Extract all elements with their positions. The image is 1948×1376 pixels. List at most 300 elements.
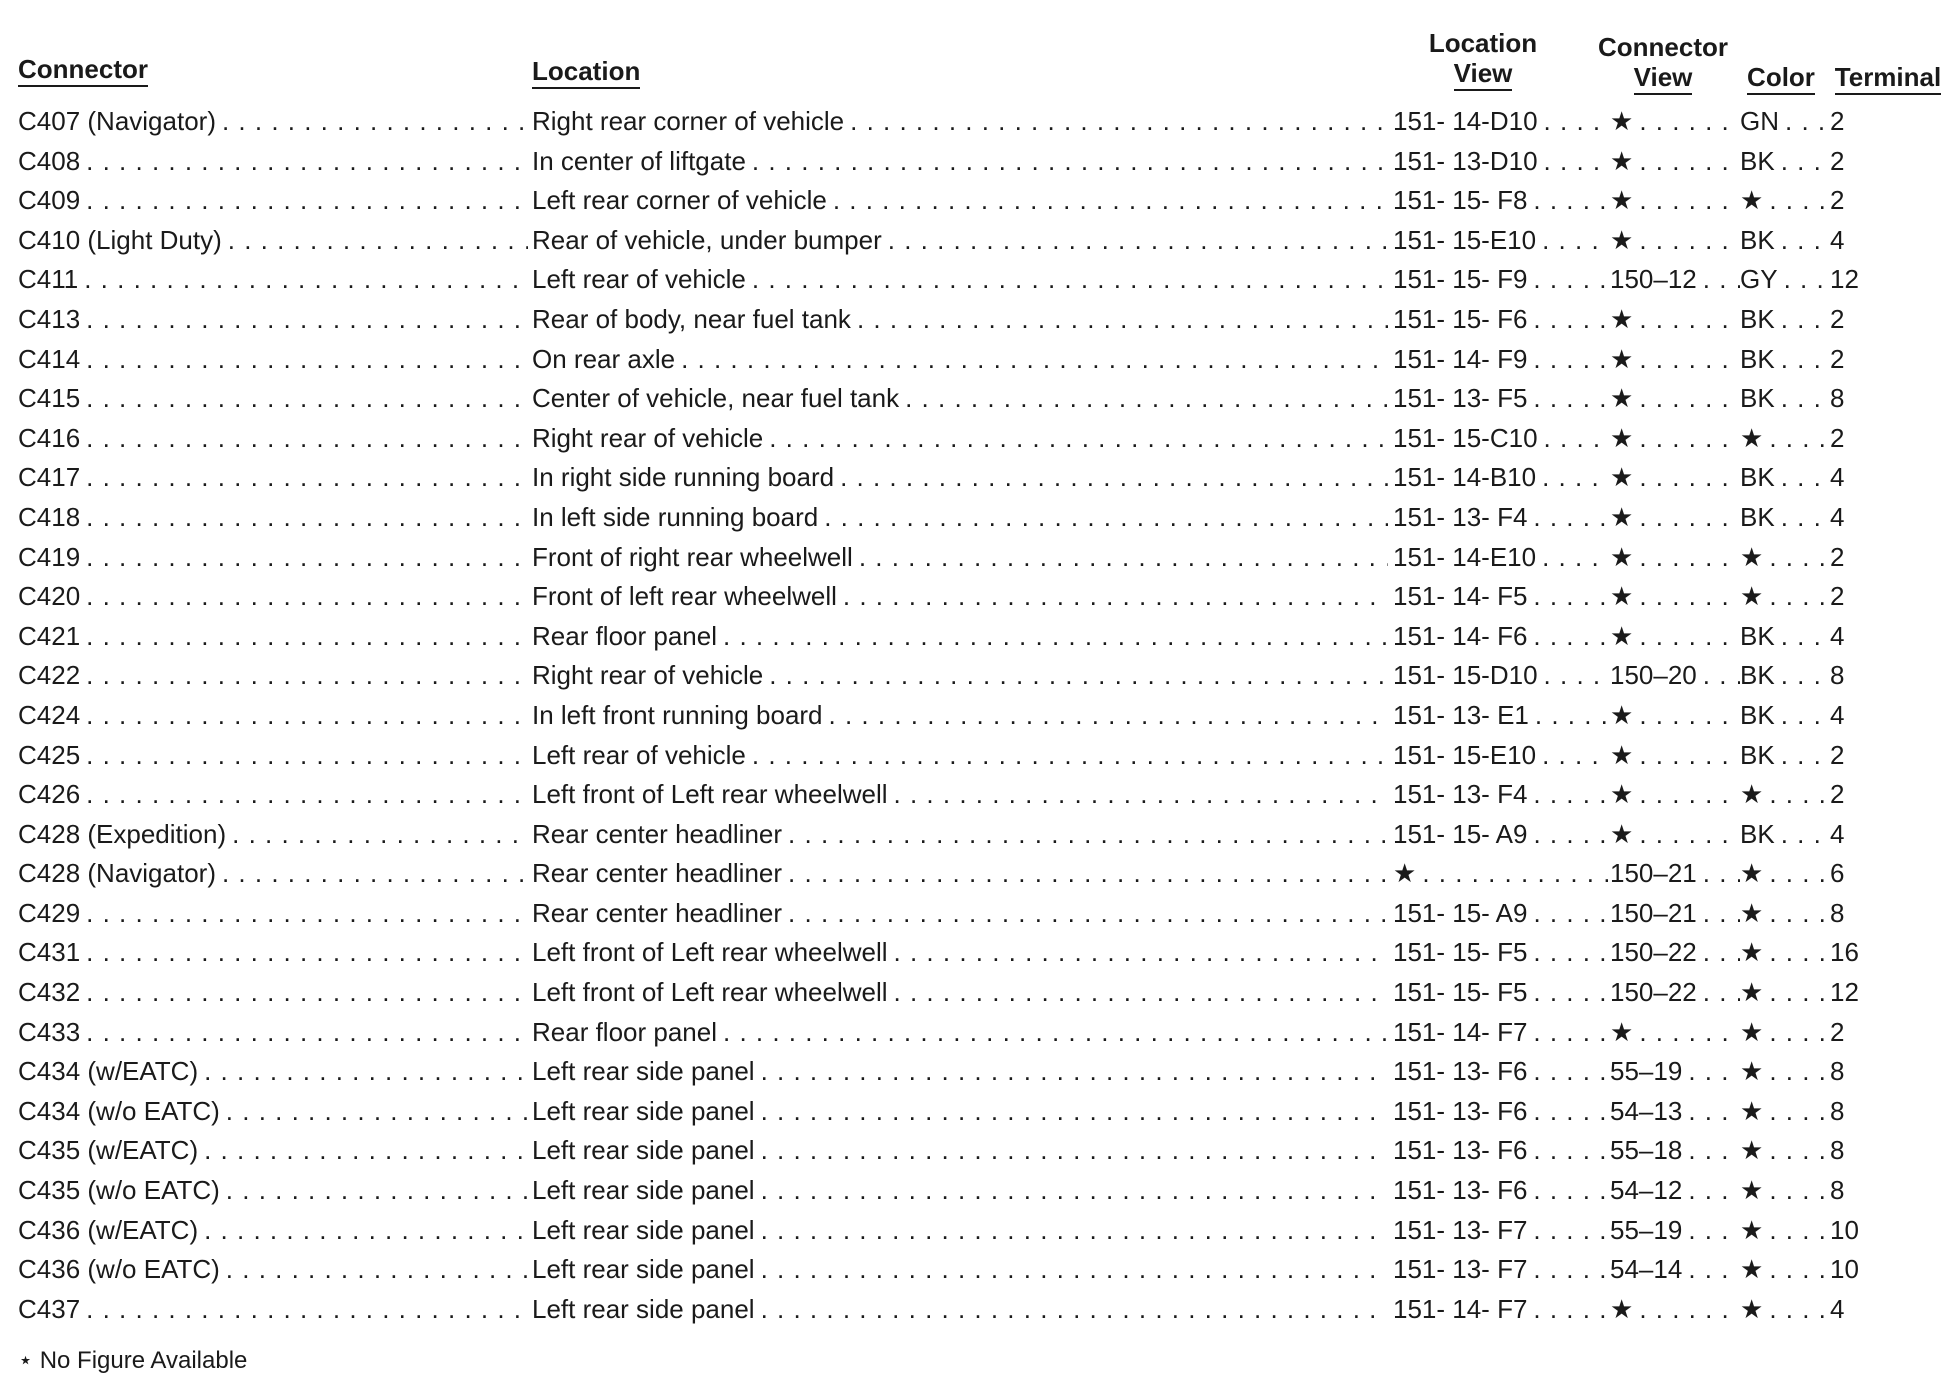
- table-row: [18, 1092, 1938, 1132]
- terminal-count-cell: [1830, 854, 1940, 894]
- location-text: Rear center headliner: [532, 897, 783, 928]
- location-view: 151- 13- F4: [1393, 779, 1528, 810]
- location-view: 151- 13- E1: [1393, 699, 1529, 730]
- leader-dots: [1533, 577, 1608, 617]
- leader-dots: [1703, 933, 1740, 973]
- terminal-count: 8: [1830, 1056, 1845, 1087]
- leader-dots: [1784, 260, 1830, 300]
- wire-color-cell: [1740, 142, 1830, 182]
- connector-view: 150–20: [1610, 660, 1697, 691]
- connector-view-cell: [1610, 1250, 1740, 1290]
- table-row: [18, 696, 1938, 736]
- leader-dots: [1639, 379, 1740, 419]
- wire-color-cell: [1740, 260, 1830, 300]
- location-text: Left rear side panel: [532, 1056, 755, 1087]
- location-text-cell: [532, 458, 1388, 498]
- table-row: [18, 538, 1938, 578]
- location-text-cell: [532, 736, 1388, 776]
- connector-id-cell: [18, 815, 528, 855]
- terminal-count-cell: [1830, 617, 1940, 657]
- connector-view-cell: [1610, 1013, 1740, 1053]
- wire-color-cell: [1740, 656, 1830, 696]
- location-text-cell: [532, 577, 1388, 617]
- leader-dots: [1544, 142, 1608, 182]
- location-view-cell: [1393, 577, 1608, 617]
- wire-color-cell: [1740, 221, 1830, 261]
- leader-dots: [1769, 1131, 1830, 1171]
- leader-dots: [86, 696, 528, 736]
- terminal-count-cell: [1830, 815, 1940, 855]
- location-view: 151- 13- F4: [1393, 501, 1528, 532]
- location-view-cell: [1393, 142, 1608, 182]
- wire-color: BK: [1740, 501, 1775, 532]
- table-row: [18, 221, 1938, 261]
- leader-dots: [788, 894, 1388, 934]
- leader-dots: [1639, 736, 1740, 776]
- terminal-count: 4: [1830, 224, 1845, 255]
- terminal-count-cell: [1830, 933, 1940, 973]
- wire-color: ★: [1740, 977, 1764, 1008]
- location-text: In right side running board: [532, 462, 835, 493]
- connector-view: 55–19: [1610, 1214, 1683, 1245]
- connector-id: C434 (w/o EATC): [18, 1095, 220, 1126]
- leader-dots: [1639, 340, 1740, 380]
- leader-dots: [1535, 696, 1608, 736]
- leader-dots: [761, 1052, 1388, 1092]
- connector-view-cell: [1610, 1131, 1740, 1171]
- location-text: In left side running board: [532, 501, 819, 532]
- connector-view-cell: [1610, 1290, 1740, 1330]
- connector-view: 150–21: [1610, 858, 1697, 889]
- connector-view-cell: [1610, 577, 1740, 617]
- leader-dots: [1688, 1131, 1740, 1171]
- location-text-cell: [532, 617, 1388, 657]
- location-text: Rear of body, near fuel tank: [532, 303, 851, 334]
- connector-id: C411: [18, 264, 79, 295]
- leader-dots: [1781, 736, 1830, 776]
- location-view-cell: [1393, 1211, 1608, 1251]
- leader-dots: [1781, 656, 1830, 696]
- leader-dots: [761, 1290, 1388, 1330]
- location-text-cell: [532, 696, 1388, 736]
- location-text-cell: [532, 340, 1388, 380]
- location-view: 151- 15- F8: [1393, 185, 1528, 216]
- connector-id-cell: [18, 775, 528, 815]
- table-row: [18, 340, 1938, 380]
- table-row: [18, 1171, 1938, 1211]
- leader-dots: [1533, 300, 1608, 340]
- leader-dots: [894, 973, 1388, 1013]
- connector-view: ★: [1610, 581, 1634, 612]
- location-text-cell: [532, 142, 1388, 182]
- connector-id: C409: [18, 185, 81, 216]
- location-text-cell: [532, 1131, 1388, 1171]
- connector-view: ★: [1610, 422, 1634, 453]
- terminal-count-cell: [1830, 419, 1940, 459]
- leader-dots: [1785, 102, 1830, 142]
- leader-dots: [232, 815, 528, 855]
- location-text: Left rear side panel: [532, 1254, 755, 1285]
- connector-id: C420: [18, 581, 81, 612]
- location-view: 151- 13- F6: [1393, 1056, 1528, 1087]
- terminal-count: 4: [1830, 501, 1845, 532]
- connector-id: C428 (Navigator): [18, 858, 216, 889]
- leader-dots: [1533, 1052, 1608, 1092]
- connector-view: ★: [1610, 699, 1634, 730]
- wire-color-cell: [1740, 458, 1830, 498]
- wire-color-cell: [1740, 102, 1830, 142]
- wire-color-cell: [1740, 498, 1830, 538]
- leader-dots: [1533, 340, 1608, 380]
- leader-dots: [86, 300, 528, 340]
- leader-dots: [1769, 1250, 1830, 1290]
- location-view: 151- 13- F6: [1393, 1135, 1528, 1166]
- location-view-cell: [1393, 1092, 1608, 1132]
- leader-dots: [824, 498, 1388, 538]
- connector-id: C419: [18, 541, 81, 572]
- leader-dots: [1544, 419, 1608, 459]
- leader-dots: [843, 577, 1388, 617]
- location-text-cell: [532, 854, 1388, 894]
- connector-id: C433: [18, 1016, 81, 1047]
- connector-view: 150–12: [1610, 264, 1697, 295]
- location-view-cell: [1393, 221, 1608, 261]
- location-text-cell: [532, 973, 1388, 1013]
- header-color-label: Color: [1747, 62, 1815, 95]
- leader-dots: [1639, 142, 1740, 182]
- table-row: [18, 181, 1938, 221]
- leader-dots: [86, 973, 528, 1013]
- connector-id: C428 (Expedition): [18, 818, 227, 849]
- leader-dots: [761, 1171, 1388, 1211]
- connector-view-cell: [1610, 933, 1740, 973]
- connector-id-cell: [18, 894, 528, 934]
- terminal-count: 8: [1830, 1095, 1845, 1126]
- wire-color: ★: [1740, 581, 1764, 612]
- header-connector-view-line2: View: [1634, 62, 1693, 95]
- leader-dots: [1639, 419, 1740, 459]
- terminal-count-cell: [1830, 1092, 1940, 1132]
- connector-view: 150–22: [1610, 977, 1697, 1008]
- location-view: 151- 15- F6: [1393, 303, 1528, 334]
- connector-view-cell: [1610, 102, 1740, 142]
- leader-dots: [84, 260, 528, 300]
- location-text-cell: [532, 538, 1388, 578]
- leader-dots: [1639, 458, 1740, 498]
- location-text-cell: [532, 815, 1388, 855]
- leader-dots: [1639, 102, 1740, 142]
- connector-id: C429: [18, 897, 81, 928]
- leader-dots: [1769, 1290, 1830, 1330]
- terminal-count: 2: [1830, 106, 1845, 136]
- connector-id: C436 (w/EATC): [18, 1214, 199, 1245]
- leader-dots: [1533, 181, 1608, 221]
- location-view-cell: [1393, 340, 1608, 380]
- leader-dots: [1533, 1250, 1608, 1290]
- connector-view: 150–22: [1610, 937, 1697, 968]
- wire-color: ★: [1740, 1293, 1764, 1324]
- location-view-cell: [1393, 656, 1608, 696]
- leader-dots: [723, 617, 1388, 657]
- location-text-cell: [532, 1290, 1388, 1330]
- leader-dots: [1422, 854, 1608, 894]
- leader-dots: [86, 656, 528, 696]
- connector-view-cell: [1610, 815, 1740, 855]
- connector-id-cell: [18, 854, 528, 894]
- connector-view: 55–19: [1610, 1056, 1683, 1087]
- connector-view-cell: [1610, 181, 1740, 221]
- table-row: [18, 102, 1938, 142]
- leader-dots: [1781, 142, 1830, 182]
- connector-id-cell: [18, 221, 528, 261]
- terminal-count-cell: [1830, 775, 1940, 815]
- table-row: [18, 577, 1938, 617]
- connector-view: ★: [1610, 224, 1634, 255]
- leader-dots: [1639, 1013, 1740, 1053]
- location-view: ★: [1393, 858, 1417, 889]
- location-view-cell: [1393, 379, 1608, 419]
- wire-color-cell: [1740, 933, 1830, 973]
- terminal-count: 8: [1830, 1175, 1845, 1206]
- terminal-count: 10: [1830, 1214, 1859, 1245]
- leader-dots: [1769, 538, 1830, 578]
- leader-dots: [1533, 933, 1608, 973]
- location-view: 151- 15-E10: [1393, 739, 1537, 770]
- terminal-count: 8: [1830, 660, 1845, 691]
- wire-color: BK: [1740, 145, 1775, 176]
- header-connector-label: Connector: [18, 54, 148, 87]
- location-view: 151- 15-D10: [1393, 660, 1538, 691]
- wire-color: ★: [1740, 779, 1764, 810]
- header-color: [1736, 62, 1826, 95]
- connector-id-cell: [18, 1052, 528, 1092]
- wire-color-cell: [1740, 1211, 1830, 1251]
- connector-id: C434 (w/EATC): [18, 1056, 199, 1087]
- connector-view: ★: [1610, 541, 1634, 572]
- table-row: [18, 775, 1938, 815]
- wire-color: ★: [1740, 1254, 1764, 1285]
- leader-dots: [1769, 1052, 1830, 1092]
- location-text-cell: [532, 419, 1388, 459]
- table-row: [18, 854, 1938, 894]
- leader-dots: [829, 696, 1388, 736]
- connector-view-cell: [1610, 498, 1740, 538]
- wire-color: ★: [1740, 858, 1764, 889]
- leader-dots: [1769, 577, 1830, 617]
- terminal-count-cell: [1830, 340, 1940, 380]
- terminal-count: 2: [1830, 739, 1845, 770]
- leader-dots: [1769, 775, 1830, 815]
- terminal-count-cell: [1830, 1013, 1940, 1053]
- connector-view-cell: [1610, 538, 1740, 578]
- terminal-count-cell: [1830, 538, 1940, 578]
- terminal-count: 8: [1830, 383, 1845, 414]
- wire-color: ★: [1740, 897, 1764, 928]
- leader-dots: [761, 1131, 1388, 1171]
- terminal-count: 2: [1830, 779, 1845, 810]
- terminal-count-cell: [1830, 260, 1940, 300]
- leader-dots: [1639, 577, 1740, 617]
- location-text-cell: [532, 181, 1388, 221]
- connector-id: C413: [18, 303, 81, 334]
- terminal-count-cell: [1830, 736, 1940, 776]
- connector-view: ★: [1610, 462, 1634, 493]
- terminal-count: 2: [1830, 303, 1845, 334]
- wire-color: ★: [1740, 937, 1764, 968]
- terminal-count: 8: [1830, 897, 1845, 928]
- header-location-view: [1398, 28, 1568, 91]
- location-text-cell: [532, 1092, 1388, 1132]
- leader-dots: [1639, 300, 1740, 340]
- leader-dots: [1781, 300, 1830, 340]
- location-view: 151- 13- F6: [1393, 1095, 1528, 1126]
- connector-view-cell: [1610, 617, 1740, 657]
- wire-color: ★: [1740, 1175, 1764, 1206]
- wire-color-cell: [1740, 617, 1830, 657]
- location-view: 151- 14- F6: [1393, 620, 1528, 651]
- leader-dots: [769, 656, 1388, 696]
- terminal-count-cell: [1830, 181, 1940, 221]
- terminal-count-cell: [1830, 300, 1940, 340]
- location-text: Left rear side panel: [532, 1135, 755, 1166]
- connector-id-cell: [18, 577, 528, 617]
- connector-id: C407 (Navigator): [18, 106, 216, 136]
- terminal-count-cell: [1830, 221, 1940, 261]
- connector-view-cell: [1610, 300, 1740, 340]
- table-row: [18, 894, 1938, 934]
- leader-dots: [86, 458, 528, 498]
- leader-dots: [1639, 815, 1740, 855]
- leader-dots: [769, 419, 1388, 459]
- terminal-count: 4: [1830, 1293, 1845, 1324]
- connector-id: C410 (Light Duty): [18, 224, 222, 255]
- leader-dots: [86, 538, 528, 578]
- header-connector-view-line1: Connector: [1598, 32, 1728, 62]
- connector-view: ★: [1610, 106, 1634, 136]
- leader-dots: [86, 775, 528, 815]
- location-text: In left front running board: [532, 699, 823, 730]
- connector-id-cell: [18, 419, 528, 459]
- leader-dots: [86, 577, 528, 617]
- leader-dots: [850, 102, 1388, 142]
- location-text-cell: [532, 300, 1388, 340]
- wire-color: BK: [1740, 620, 1775, 651]
- wire-color: BK: [1740, 739, 1775, 770]
- wire-color: ★: [1740, 185, 1764, 216]
- wire-color-cell: [1740, 340, 1830, 380]
- leader-dots: [1533, 1171, 1608, 1211]
- table-row: [18, 815, 1938, 855]
- table-row: [18, 656, 1938, 696]
- connector-view-cell: [1610, 260, 1740, 300]
- connector-id: C435 (w/o EATC): [18, 1175, 220, 1206]
- location-view-cell: [1393, 181, 1608, 221]
- location-view-cell: [1393, 260, 1608, 300]
- leader-dots: [86, 894, 528, 934]
- connector-rows: [18, 102, 1938, 1329]
- wire-color: BK: [1740, 303, 1775, 334]
- leader-dots: [86, 933, 528, 973]
- wire-color: ★: [1740, 1135, 1764, 1166]
- connector-view: ★: [1610, 739, 1634, 770]
- connector-id-cell: [18, 538, 528, 578]
- table-row: [18, 1211, 1938, 1251]
- location-view: 151- 15- A9: [1393, 818, 1528, 849]
- connector-view-cell: [1610, 736, 1740, 776]
- location-view: 151- 15-C10: [1393, 422, 1538, 453]
- location-text: Left front of Left rear wheelwell: [532, 937, 888, 968]
- leader-dots: [86, 181, 528, 221]
- terminal-count: 10: [1830, 1254, 1859, 1285]
- leader-dots: [1639, 498, 1740, 538]
- leader-dots: [1769, 854, 1830, 894]
- terminal-count-cell: [1830, 656, 1940, 696]
- wire-color: BK: [1740, 383, 1775, 414]
- location-text-cell: [532, 498, 1388, 538]
- location-view-cell: [1393, 1250, 1608, 1290]
- leader-dots: [1639, 181, 1740, 221]
- leader-dots: [761, 1250, 1388, 1290]
- header-location-label: Location: [532, 56, 640, 89]
- leader-dots: [1769, 1092, 1830, 1132]
- location-text: Left rear side panel: [532, 1293, 755, 1324]
- leader-dots: [788, 815, 1388, 855]
- location-text: On rear axle: [532, 343, 676, 374]
- table-row: [18, 736, 1938, 776]
- wire-color-cell: [1740, 854, 1830, 894]
- location-text: Left rear corner of vehicle: [532, 185, 827, 216]
- leader-dots: [905, 379, 1388, 419]
- location-view: 151- 14- F9: [1393, 343, 1528, 374]
- terminal-count-cell: [1830, 696, 1940, 736]
- wire-color-cell: [1740, 815, 1830, 855]
- leader-dots: [1533, 775, 1608, 815]
- location-text-cell: [532, 656, 1388, 696]
- connector-view-cell: [1610, 419, 1740, 459]
- connector-view-cell: [1610, 1211, 1740, 1251]
- terminal-count-cell: [1830, 1052, 1940, 1092]
- wire-color-cell: [1740, 1171, 1830, 1211]
- leader-dots: [1639, 775, 1740, 815]
- leader-dots: [1769, 1171, 1830, 1211]
- location-text: In center of liftgate: [532, 145, 746, 176]
- terminal-count: 4: [1830, 699, 1845, 730]
- connector-view: ★: [1610, 501, 1634, 532]
- wire-color-cell: [1740, 1250, 1830, 1290]
- terminal-count-cell: [1830, 1211, 1940, 1251]
- table-row: [18, 1013, 1938, 1053]
- leader-dots: [1542, 538, 1608, 578]
- table-row: [18, 419, 1938, 459]
- location-view-cell: [1393, 894, 1608, 934]
- table-row: [18, 379, 1938, 419]
- location-text: Left rear side panel: [532, 1175, 755, 1206]
- connector-id-cell: [18, 696, 528, 736]
- wire-color: BK: [1740, 699, 1775, 730]
- leader-dots: [1769, 181, 1830, 221]
- location-text: Rear center headliner: [532, 818, 783, 849]
- terminal-count: 16: [1830, 937, 1859, 968]
- footnote: ⋆ No Figure Available: [18, 1347, 248, 1374]
- terminal-count: 4: [1830, 620, 1845, 651]
- wire-color-cell: [1740, 736, 1830, 776]
- connector-id-cell: [18, 102, 528, 142]
- connector-view: 55–18: [1610, 1135, 1683, 1166]
- table-row: [18, 973, 1938, 1013]
- connector-id-cell: [18, 142, 528, 182]
- location-view: 151- 14- F5: [1393, 581, 1528, 612]
- table-row: [18, 1250, 1938, 1290]
